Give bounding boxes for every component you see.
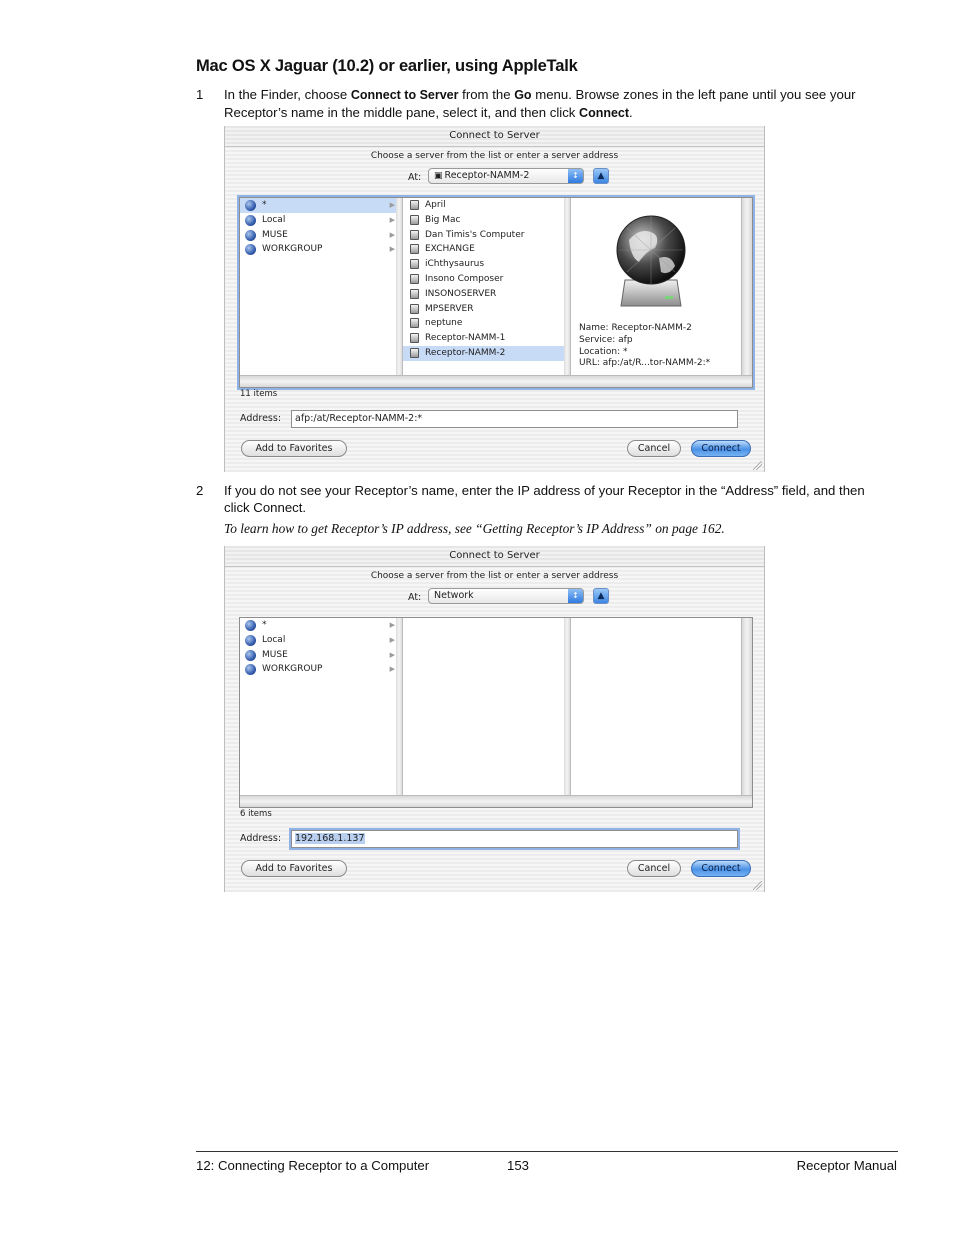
footer-manual-title: Receptor Manual bbox=[796, 1158, 897, 1173]
globe-icon bbox=[245, 650, 256, 661]
dialog-instruction: Choose a server from the list or enter a server address bbox=[370, 151, 619, 161]
reference-note: To learn how to get Receptor’s IP address, see “Getting Receptor’s IP Address” on page 162. bbox=[224, 521, 725, 536]
zone-item[interactable]: WORKGROUP ▶ bbox=[240, 242, 400, 257]
step-number: 1 bbox=[196, 87, 204, 102]
zone-item[interactable]: MUSE ▶ bbox=[240, 228, 400, 243]
disclosure-arrow-icon: ▶ bbox=[389, 635, 395, 644]
at-value: Receptor-NAMM-2 bbox=[444, 170, 530, 181]
address-input[interactable] bbox=[291, 830, 738, 848]
zone-item[interactable]: Local ▶ bbox=[240, 213, 400, 228]
zones-pane[interactable] bbox=[240, 618, 400, 795]
up-arrow-icon: ▲ bbox=[597, 591, 605, 601]
servers-pane[interactable] bbox=[402, 198, 569, 375]
address-value-selected: 192.168.1.137 bbox=[295, 833, 365, 844]
globe-icon bbox=[245, 664, 256, 675]
server-icon bbox=[410, 318, 419, 328]
globe-icon bbox=[245, 620, 256, 631]
network-globe-icon bbox=[615, 210, 687, 310]
step-text: If you do not see your Receptor’s name, enter the IP address of your Receptor in the “Address” field, and then click Connect. bbox=[224, 483, 865, 515]
globe-icon bbox=[245, 230, 256, 241]
at-popup[interactable] bbox=[428, 168, 584, 184]
zone-item[interactable]: WORKGROUP ▶ bbox=[240, 662, 400, 677]
info-service: Service: afp bbox=[579, 334, 633, 345]
disclosure-arrow-icon: ▶ bbox=[389, 245, 395, 254]
server-item[interactable]: neptune bbox=[403, 316, 569, 331]
server-icon bbox=[410, 259, 419, 269]
popup-arrows-icon: ↕ bbox=[568, 169, 583, 183]
step-2 bbox=[196, 482, 896, 516]
section-heading: Mac OS X Jaguar (10.2) or earlier, using AppleTalk bbox=[196, 57, 578, 75]
server-icon bbox=[410, 333, 419, 343]
up-arrow-button[interactable] bbox=[593, 588, 609, 604]
preview-pane bbox=[570, 198, 745, 375]
footer-rule bbox=[196, 1151, 898, 1152]
zone-item[interactable]: MUSE ▶ bbox=[240, 648, 400, 663]
globe-icon bbox=[245, 635, 256, 646]
horizontal-scrollbar[interactable] bbox=[240, 375, 752, 387]
at-label: At: bbox=[408, 592, 422, 603]
server-icon bbox=[410, 348, 419, 358]
connect-to-server-dialog-2 bbox=[224, 546, 765, 892]
globe-icon bbox=[245, 200, 256, 211]
server-item[interactable]: Big Mac bbox=[403, 213, 569, 228]
server-icon bbox=[410, 274, 419, 284]
server-item[interactable]: April bbox=[403, 198, 569, 213]
server-icon bbox=[410, 244, 419, 254]
at-popup[interactable] bbox=[428, 588, 584, 604]
horizontal-scrollbar[interactable] bbox=[240, 795, 752, 807]
disclosure-arrow-icon: ▶ bbox=[389, 201, 395, 209]
footer-chapter: 12: Connecting Receptor to a Computer bbox=[196, 1158, 430, 1173]
connect-button[interactable]: Connect bbox=[691, 440, 751, 457]
at-label: At: bbox=[408, 172, 422, 183]
address-label: Address: bbox=[240, 413, 282, 424]
resize-grip-icon[interactable] bbox=[753, 881, 762, 890]
globe-icon bbox=[245, 244, 256, 255]
server-item[interactable]: iChthysaurus bbox=[403, 257, 569, 272]
server-icon bbox=[410, 215, 419, 225]
step-text: In the Finder, choose Connect to Server from the Go menu. Browse zones in the left pane until you see your Receptor’s name in the middle pane, select it, and then click Connect. bbox=[224, 87, 856, 120]
disclosure-arrow-icon: ▶ bbox=[389, 215, 395, 224]
connect-to-server-dialog-1 bbox=[224, 126, 765, 472]
server-icon bbox=[410, 200, 419, 210]
items-count: 6 items bbox=[240, 809, 272, 819]
cancel-button[interactable]: Cancel bbox=[627, 440, 681, 457]
server-info bbox=[579, 323, 710, 370]
dialog-instruction: Choose a server from the list or enter a server address bbox=[370, 571, 619, 581]
info-location: Location: * bbox=[579, 346, 628, 357]
server-icon bbox=[410, 230, 419, 240]
server-icon: ▣ bbox=[434, 171, 443, 181]
vertical-scrollbar[interactable] bbox=[741, 618, 752, 795]
footer-page-number: 153 bbox=[507, 1158, 530, 1173]
step-1 bbox=[196, 86, 896, 120]
zone-item[interactable]: * ▶ bbox=[240, 198, 400, 213]
server-browser[interactable] bbox=[239, 197, 753, 388]
add-to-favorites-button[interactable]: Add to Favorites bbox=[241, 860, 347, 877]
server-item[interactable]: Dan Timis's Computer bbox=[403, 228, 569, 243]
up-arrow-icon: ▲ bbox=[597, 171, 605, 181]
resize-grip-icon[interactable] bbox=[753, 461, 762, 470]
step-number: 2 bbox=[196, 483, 204, 498]
disclosure-arrow-icon: ▶ bbox=[389, 665, 395, 674]
dialog-title: Connect to Server bbox=[225, 126, 764, 147]
address-label: Address: bbox=[240, 833, 282, 844]
server-item[interactable]: MPSERVER bbox=[403, 302, 569, 317]
zone-item[interactable]: Local ▶ bbox=[240, 633, 400, 648]
up-arrow-button[interactable] bbox=[593, 168, 609, 184]
disclosure-arrow-icon: ▶ bbox=[389, 650, 395, 659]
servers-pane[interactable] bbox=[402, 618, 569, 795]
popup-arrows-icon: ↕ bbox=[568, 589, 583, 603]
dialog-title: Connect to Server bbox=[225, 546, 764, 567]
at-value: Network bbox=[434, 590, 474, 601]
preview-pane bbox=[570, 618, 745, 795]
server-item[interactable]: Receptor-NAMM-1 bbox=[403, 331, 569, 346]
server-item[interactable]: INSONOSERVER bbox=[403, 287, 569, 302]
info-name: Name: Receptor-NAMM-2 bbox=[579, 323, 692, 333]
items-count: 11 items bbox=[240, 389, 278, 399]
disclosure-arrow-icon: ▶ bbox=[389, 621, 395, 629]
server-item[interactable]: EXCHANGE bbox=[403, 242, 569, 257]
add-to-favorites-button[interactable]: Add to Favorites bbox=[241, 440, 347, 457]
disclosure-arrow-icon: ▶ bbox=[389, 230, 395, 239]
zones-pane[interactable] bbox=[240, 198, 400, 375]
vertical-scrollbar[interactable] bbox=[741, 198, 752, 375]
server-icon bbox=[410, 304, 419, 314]
info-url: URL: afp:/at/R...tor-NAMM-2:* bbox=[579, 358, 711, 369]
globe-icon bbox=[245, 215, 256, 226]
zone-item[interactable]: * ▶ bbox=[240, 618, 400, 633]
server-icon bbox=[410, 289, 419, 299]
server-item-selected[interactable]: Receptor-NAMM-2 bbox=[403, 346, 569, 361]
server-item[interactable]: Insono Composer bbox=[403, 272, 569, 287]
address-input[interactable]: afp:/at/Receptor-NAMM-2:* bbox=[291, 410, 738, 428]
server-browser[interactable] bbox=[239, 617, 753, 808]
cancel-button[interactable]: Cancel bbox=[627, 860, 681, 877]
connect-button[interactable]: Connect bbox=[691, 860, 751, 877]
